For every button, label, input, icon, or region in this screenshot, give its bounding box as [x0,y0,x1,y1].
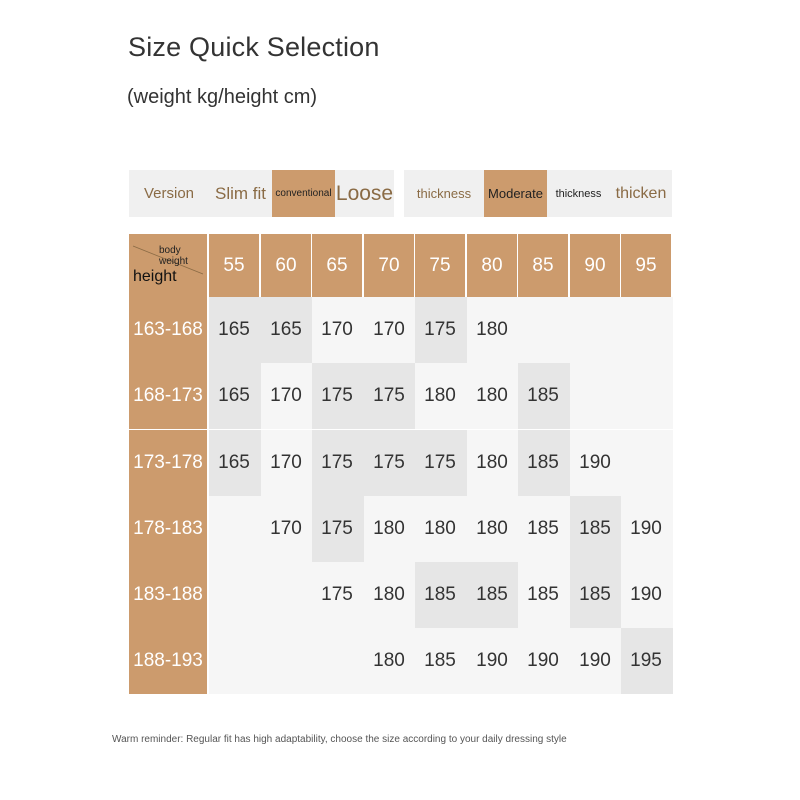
legend-thickness-medium: thickness [555,187,602,200]
table-cell: 185 [527,385,559,406]
table-cell: 185 [424,584,456,605]
height-header-168-173: 168-173 [129,363,207,429]
table-cell: 170 [270,385,302,406]
table-cell [312,628,362,694]
weight-header-75: 75 [415,234,465,297]
corner-height-label: height [133,268,177,285]
table-cell: 170 [321,319,353,340]
table-cell: 175 [321,584,353,605]
table-cell: 175 [373,452,405,473]
table-cell: 180 [424,385,456,406]
weight-header-90: 90 [570,234,620,297]
page-subtitle: (weight kg/height cm) [127,86,318,108]
legend-loose: Loose [335,181,394,205]
table-cell: 190 [579,452,611,473]
table-cell: 195 [630,650,662,671]
table-cell: 180 [476,452,508,473]
height-header-173-178: 173-178 [129,430,207,496]
table-cell: 190 [630,584,662,605]
weight-header-95: 95 [621,234,671,297]
legend-slim-fit: Slim fit [215,183,266,203]
table-cell [209,628,259,694]
table-corner [129,234,207,297]
table-cell [621,430,671,496]
table-cell: 185 [527,452,559,473]
table-cell: 180 [373,650,405,671]
weight-header-60: 60 [261,234,311,297]
table-cell: 165 [270,319,302,340]
height-header-183-188: 183-188 [129,562,207,628]
table-cell [261,628,311,694]
table-cell [261,562,311,628]
table-cell: 180 [476,385,508,406]
table-cell: 175 [424,319,456,340]
legend-version: Version [143,185,195,202]
table-cell: 180 [373,518,405,539]
size-table [129,234,672,694]
table-cell: 165 [218,319,250,340]
legend-conventional: conventional [272,170,335,217]
table-cell [621,363,671,429]
table-cell: 180 [373,584,405,605]
table-cell [209,562,259,628]
table-cell: 180 [476,518,508,539]
table-cell: 175 [424,452,456,473]
page-title: Size Quick Selection [128,32,380,62]
table-cell [518,297,568,363]
table-cell: 190 [527,650,559,671]
weight-header-65: 65 [312,234,362,297]
table-cell: 180 [424,518,456,539]
table-cell: 170 [270,518,302,539]
table-cell: 190 [579,650,611,671]
table-cell: 185 [527,518,559,539]
thickness-legend [404,170,672,217]
table-cell: 170 [270,452,302,473]
table-cell: 175 [321,518,353,539]
table-cell: 185 [424,650,456,671]
table-cell: 185 [527,584,559,605]
weight-header-70: 70 [364,234,414,297]
table-cell [570,363,620,429]
table-cell: 175 [321,452,353,473]
table-cell: 185 [579,518,611,539]
weight-header-85: 85 [518,234,568,297]
height-header-178-183: 178-183 [129,496,207,562]
height-header-188-193: 188-193 [129,628,207,694]
warm-reminder-note: Warm reminder: Regular fit has high adaptability, choose the size according to your daily dressing style [112,734,567,745]
weight-header-55: 55 [209,234,259,297]
table-cell [570,297,620,363]
table-cell: 175 [321,385,353,406]
table-cell [209,496,259,562]
legend-moderate: Moderate [484,170,547,217]
table-cell: 165 [218,452,250,473]
table-cell: 165 [218,385,250,406]
table-cell: 185 [579,584,611,605]
table-cell: 180 [476,319,508,340]
table-cell [621,297,671,363]
height-header-163-168: 163-168 [129,297,207,363]
legend-thickness-light: thickness [416,186,472,201]
weight-header-80: 80 [467,234,517,297]
fit-version-legend [129,170,394,217]
table-cell: 190 [630,518,662,539]
table-cell: 185 [476,584,508,605]
table-cell: 175 [373,385,405,406]
legend-thicken: thicken [615,184,667,202]
corner-weight-label: body weight [159,245,188,267]
table-cell: 170 [373,319,405,340]
table-cell: 190 [476,650,508,671]
